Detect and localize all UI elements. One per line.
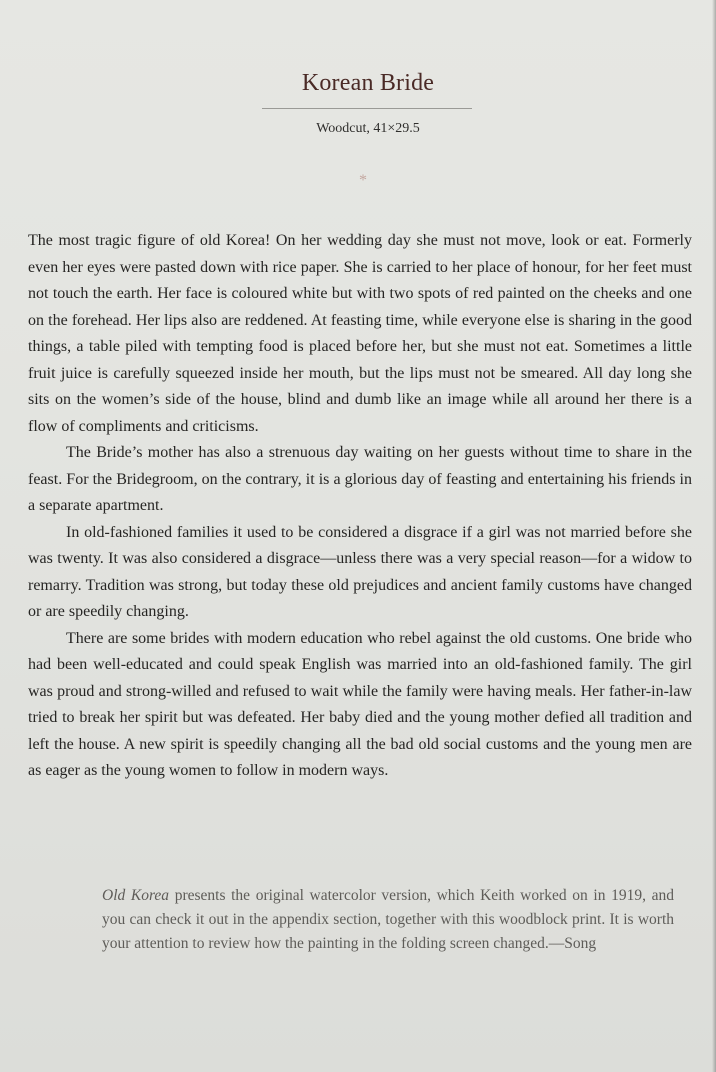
asterisk-ornament-icon: *: [359, 172, 367, 189]
paragraph: The most tragic figure of old Korea! On her wedding day she must not move, look or eat. Formerly even her eyes were pasted down with rice paper. She is carried to her place of honour, for her feet must not touch the earth. Her face is coloured white but with two spots of red painted on the cheeks and one on the forehead. Her lips also are reddened. At feasting time, while everyone else is sharing in the good things, a table piled with tempting food is placed before her, but she must not eat. Sometimes a little fruit juice is carefully squeezed inside her mouth, but the lips must not be smeared. All day long she sits on the women’s side of the house, blind and dumb like an image while all around her there is a flow of compliments and criticisms.: [28, 232, 692, 435]
paragraph: The Bride’s mother has also a strenuous day waiting on her guests without time to share in the feast. For the Bridegroom, on the contrary, it is a glorious day of feasting and entertaining his friends in a separate apartment.: [28, 444, 692, 514]
title-rule: [262, 108, 472, 109]
page-edge-shadow: [712, 0, 716, 1072]
note-book-title: Old Korea: [102, 887, 170, 904]
paragraph: There are some brides with modern education who rebel against the old customs. One bride who had been well-educated and could speak English was married into an old-fashioned family. The girl was proud and strong-willed and refused to wait while the family were having meals. Her father-in-law tried to break her spirit but was defeated. Her baby died and the young mother defied all tradition and left the house. A new spirit is speedily changing all the bad old social customs and the young men are as eager as the young women to follow in modern ways.: [28, 629, 692, 779]
paragraph: In old-fashioned families it used to be considered a disgrace if a girl was not married before she was twenty. It was also considered a disgrace—unless there was a very special reason—for a widow to remarry. Tradition was strong, but today these old prejudices and ancient family customs have changed or are speedily changing.: [28, 523, 692, 620]
body-text: [28, 228, 692, 785]
note-text: presents the original watercolor version, which Keith worked on in 1919, and you can check it out in the appendix section, together with this woodblock print. It is worth your attention to review how the painting in the folding screen changed.—Song: [102, 887, 674, 952]
editor-note: [102, 884, 674, 956]
page-title: Korean Bride: [301, 70, 435, 96]
artwork-caption: Woodcut, 41×29.5: [316, 121, 420, 136]
